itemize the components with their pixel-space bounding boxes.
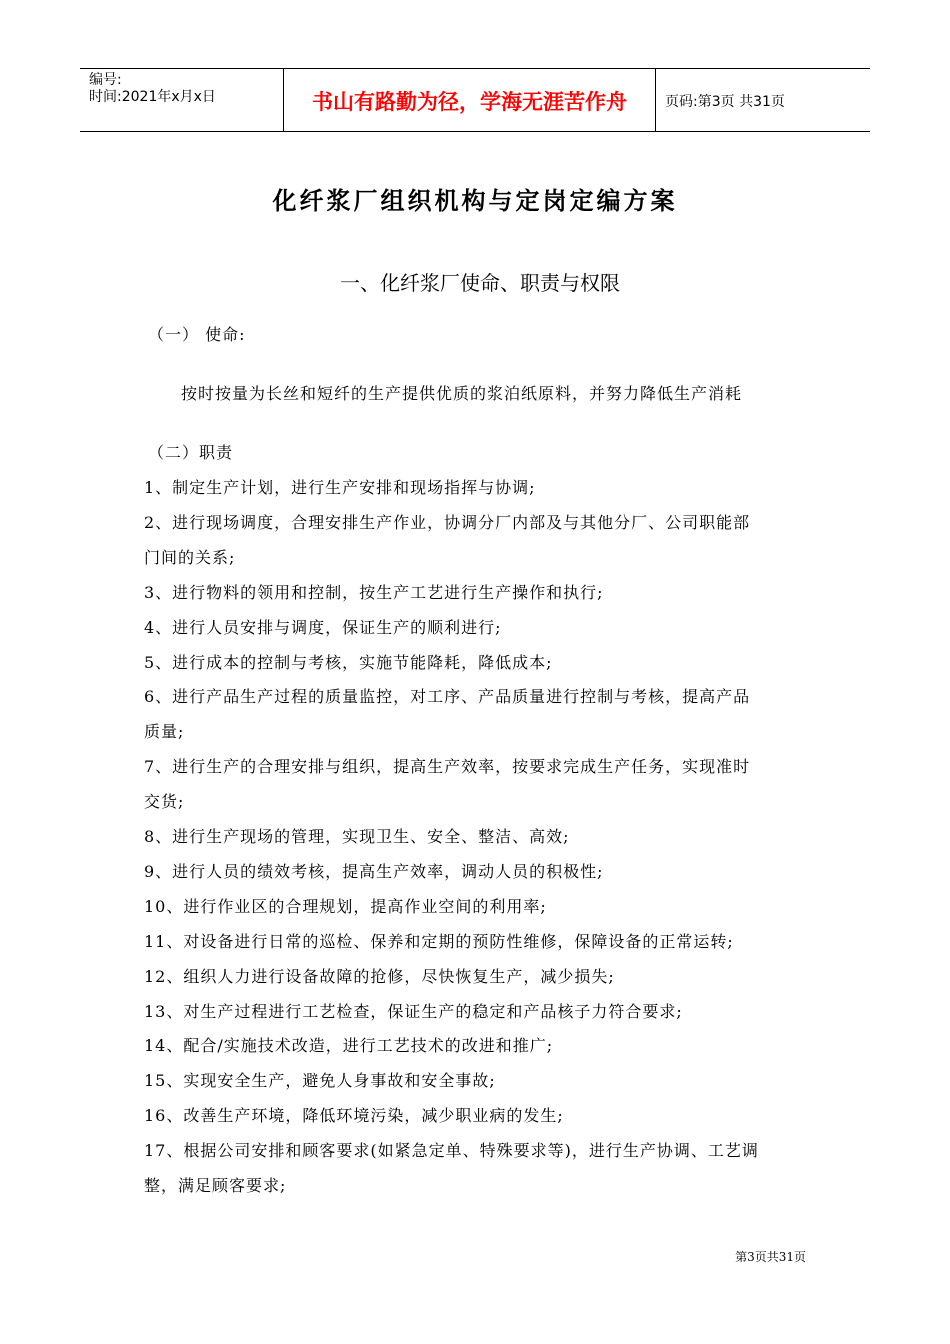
duty-line: 13、对生产过程进行工艺检查，保证生产的稳定和产品核子力符合要求; <box>144 1001 683 1021</box>
duty-line: 15、实现安全生产，避免人身事故和安全事故; <box>144 1071 496 1091</box>
header-time-label: 时间:2021年x月x日 <box>89 89 216 105</box>
duty-line: 交货; <box>144 792 185 812</box>
duty-line: 12、组织人力进行设备故障的抢修，尽快恢复生产，减少损失; <box>144 966 615 986</box>
mission-heading: （一） 使命: <box>148 325 246 344</box>
duty-line: 5、进行成本的控制与考核，实施节能降耗，降低成本; <box>144 652 553 672</box>
duties-heading: （二）职责 <box>148 443 234 462</box>
duty-line: 4、进行人员安排与调度，保证生产的顺利进行; <box>144 617 502 637</box>
header-motto: 书山有路勤为径，学海无涯苦作舟 <box>283 69 656 131</box>
header-page-info: 页码:第3页 共31页 <box>665 94 785 110</box>
duty-line: 17、根据公司安排和顾客要求(如紧急定单、特殊要求等)，进行生产协调、工艺调 <box>144 1141 759 1161</box>
duty-line: 7、进行生产的合理安排与组织，提高生产效率，按要求完成生产任务，实现准时 <box>144 757 751 777</box>
duty-line: 2、进行现场调度，合理安排生产作业，协调分厂内部及与其他分厂、公司职能部 <box>144 512 751 532</box>
duty-line: 6、进行产品生产过程的质量监控，对工序、产品质量进行控制与考核，提高产品 <box>144 687 751 707</box>
page-footer: 第3页共31页 <box>735 1250 806 1264</box>
duty-line: 1、制定生产计划，进行生产安排和现场指挥与协调; <box>144 478 536 497</box>
duty-line: 16、改善生产环境，降低环境污染，减少职业病的发生; <box>144 1106 564 1126</box>
duty-line: 质量; <box>144 722 185 742</box>
section-title: 一、化纤浆厂使命、职责与权限 <box>340 271 620 295</box>
duty-line: 11、对设备进行日常的巡检、保养和定期的预防性维修，保障设备的正常运转; <box>144 931 734 951</box>
duty-line: 整，满足顾客要求; <box>144 1176 287 1195</box>
duty-line: 9、进行人员的绩效考核，提高生产效率，调动人员的积极性; <box>144 861 604 881</box>
duty-line: 8、进行生产现场的管理，实现卫生、安全、整洁、高效; <box>144 827 570 846</box>
duty-line: 门间的关系; <box>144 547 236 567</box>
page-header <box>80 68 870 132</box>
header-number-label: 编号: <box>89 72 122 88</box>
duty-line: 10、进行作业区的合理规划，提高作业空间的利用率; <box>144 896 547 916</box>
document-title: 化纤浆厂组织机构与定岗定编方案 <box>272 187 678 215</box>
header-meta <box>80 69 283 131</box>
mission-text: 按时按量为长丝和短纤的生产提供优质的浆泊纸原料，并努力降低生产消耗 <box>181 384 743 403</box>
duty-line: 14、配合/实施技术改造，进行工艺技术的改进和推广; <box>144 1036 554 1056</box>
duty-line: 3、进行物料的领用和控制，按生产工艺进行生产操作和执行; <box>144 582 604 602</box>
